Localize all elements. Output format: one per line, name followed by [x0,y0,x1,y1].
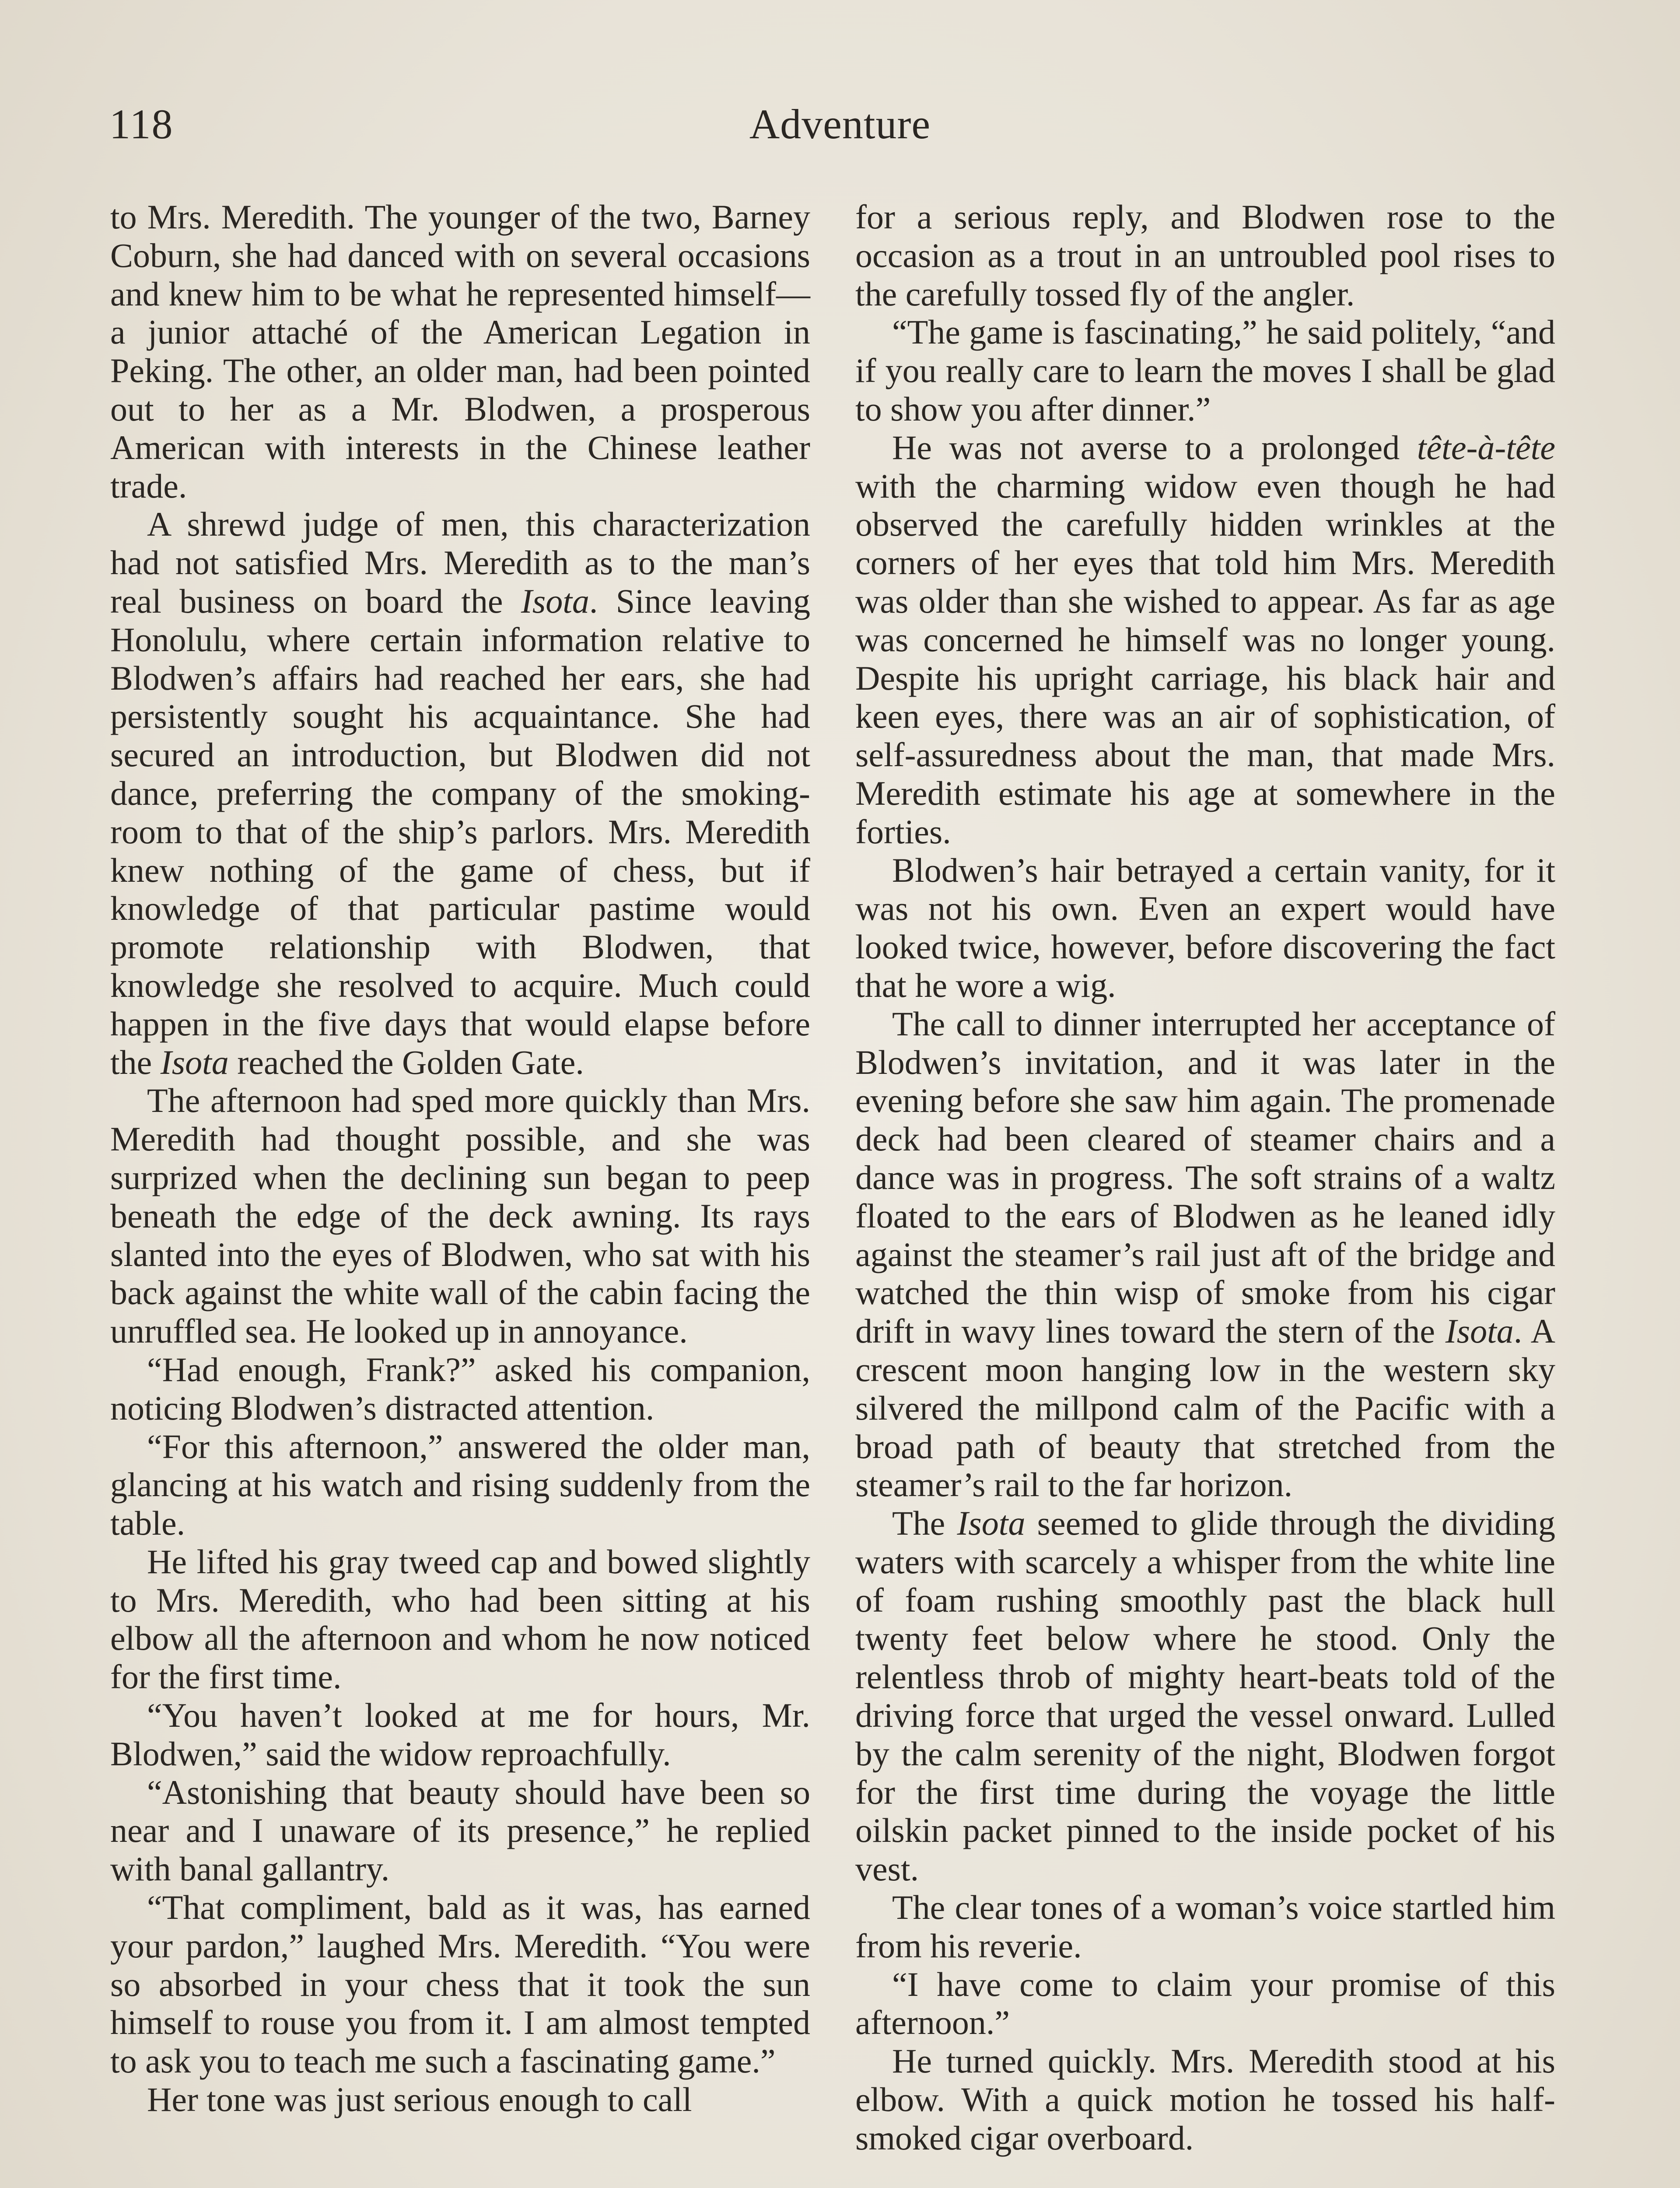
paragraph: to Mrs. Meredith. The younger of the two, Barney Coburn, she had danced with on several occasions and knew him to be what he represented himself—a junior attaché of the American Legation in Peking. The other, an older man, had been pointed out to her as a Mr. Blodwen, a prosperous American with interests in the Chinese leather trade. [110,198,810,505]
paragraph: He turned quickly. Mrs. Meredith stood at his elbow. With a quick motion he tossed his half-smoked cigar overboard. [855,2042,1555,2157]
right-column [855,198,1555,2157]
paragraph: “You haven’t looked at me for hours, Mr. Blodwen,” said the widow reproachfully. [110,1696,810,1773]
paragraph: “Had enough, Frank?” asked his companion, noticing Blodwen’s distracted attention. [110,1350,810,1427]
paragraph: The afternoon had sped more quickly than Mrs. Meredith had thought possible, and she was surprized when the declining sun began to peep beneath the edge of the deck awning. Its rays slanted into the eyes of Blodwen, who sat with his back against the white wall of the cabin facing the unruffled sea. He looked up in annoyance. [110,1081,810,1350]
paragraph: The clear tones of a woman’s voice startled him from his reverie. [855,1888,1555,1965]
paragraph: The call to dinner interrupted her acceptance of Blodwen’s invitation, and it was later in the evening before she saw him again. The promenade deck had been cleared of steamer chairs and a dance was in progress. The soft strains of a waltz floated to the ears of Blodwen as he leaned idly against the steamer’s rail just aft of the bridge and watched the thin wisp of smoke from his cigar drift in wavy lines toward the stern of the Isota. A crescent moon hanging low in the western sky silvered the millpond calm of the Pacific with a broad path of beauty that stretched from the steamer’s rail to the far horizon. [855,1004,1556,1504]
paragraph: “For this afternoon,” answered the older man, glancing at his watch and rising suddenly from the table. [110,1427,810,1543]
paragraph: He lifted his gray tweed cap and bowed slightly to Mrs. Meredith, who had been sitting at his elbow all the afternoon and whom he now noticed for the first time. [110,1542,810,1696]
paragraph: A shrewd judge of men, this characterization had not satisfied Mrs. Meredith as to the man’s real business on board the Isota. Since leaving Honolulu, where certain information relative to Blodwen’s affairs had reached her ears, she had persistently sought his acquaintance. She had secured an introduction, but Blodwen did not dance, preferring the company of the smoking-room to that of the ship’s parlors. Mrs. Meredith knew nothing of the game of chess, but if knowledge of that particular pastime would promote relationship with Blodwen, that knowledge she resolved to acquire. Much could happen in the five days that would elapse before the Isota reached the Golden Gate. [110,505,810,1081]
paragraph: “That compliment, bald as it was, has earned your pardon,” laughed Mrs. Meredith. “You were so absorbed in your chess that it took the sun himself to rouse you from it. I am almost tempted to ask you to teach me such a fascinating game.” [110,1888,810,2080]
paragraph: Her tone was just serious enough to call [147,2080,692,2119]
left-column [110,198,810,2119]
paragraph: He was not averse to a prolonged tête-à-tête with the charming widow even though he had observed the carefully hidden wrinkles at the corners of her eyes that told him Mrs. Meredith was older than she wished to appear. As far as age was concerned he himself was no longer young. Despite his upright carriage, his black hair and keen eyes, there was an air of sophistication, of self-assuredness about the man, that made Mrs. Meredith estimate his age at somewhere in the forties. [855,428,1555,851]
paragraph: Blodwen’s hair betrayed a certain vanity, for it was not his own. Even an expert would have looked twice, however, before discovering the fact that he wore a wig. [855,851,1555,1004]
page-number: 118 [109,101,174,147]
paragraph: “The game is fascinating,” he said politely, “and if you really care to learn the moves I shall be glad to show you after dinner.” [855,313,1555,428]
paragraph: The Isota seemed to glide through the dividing waters with scarcely a whisper from the white line of foam rushing smoothly past the black hull twenty feet below where he stood. Only the relentless throb of mighty heart-beats told of the driving force that urged the vessel onward. Lulled by the calm serenity of the night, Blodwen forgot for the first time during the voyage the little oilskin packet pinned to the inside pocket of his vest. [855,1504,1556,1888]
paragraph: “I have come to claim your promise of this afternoon.” [855,1965,1555,2042]
paragraph: for a serious reply, and Blodwen rose to the occasion as a trout in an untroubled pool rises to the carefully tossed fly of the angler. [855,198,1555,313]
running-title: Adventure [749,101,931,147]
paragraph: “Astonishing that beauty should have been so near and I unaware of its presence,” he replied with banal gallantry. [110,1773,810,1888]
